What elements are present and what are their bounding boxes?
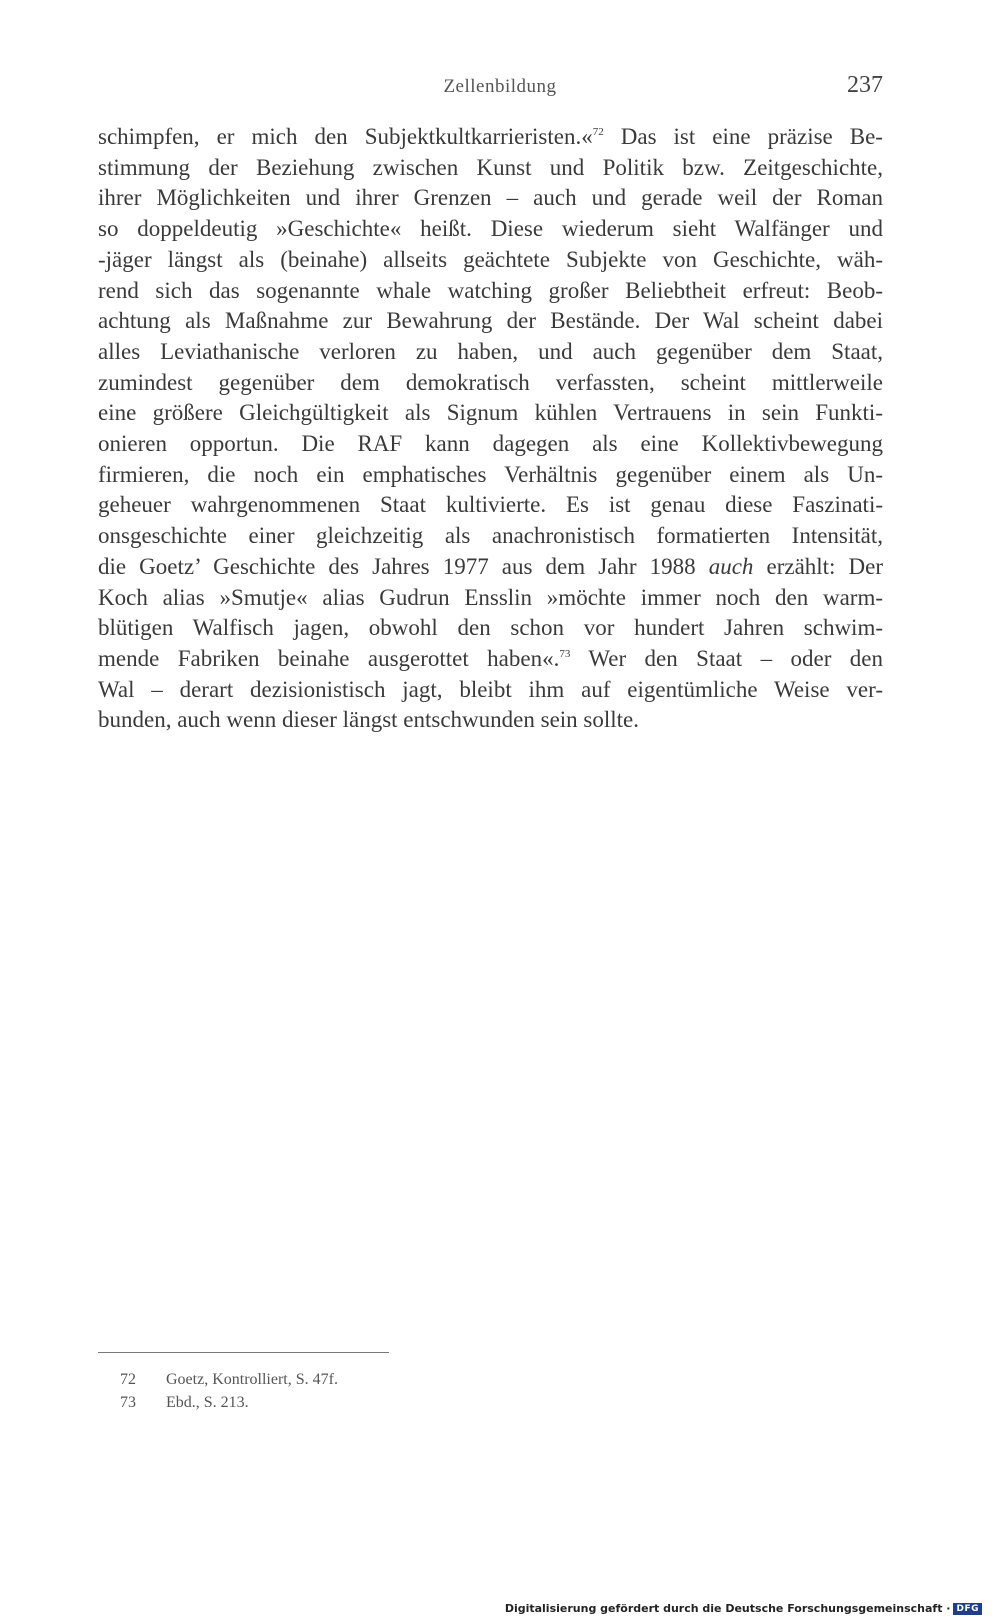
text-line: stimmung der Beziehung zwischen Kunst und Politik bzw. Zeitgeschichte, [98, 154, 883, 180]
text-line: achtung als Maßnahme zur Bewahrung der Bestände. Der Wal scheint dabei [98, 308, 883, 334]
text-line: onieren opportun. Die RAF kann dagegen als eine Kollektivbewegung [98, 431, 883, 457]
text-line: so doppeldeutig »Geschichte« heißt. Diese wiederum sieht Walfänger und [98, 216, 883, 242]
page-number: 237 [847, 72, 883, 98]
footnote-ref-72[interactable]: 72 [592, 126, 604, 138]
text-line: geheuer wahrgenommenen Staat kultivierte. Es ist genau diese Faszinati- [98, 492, 883, 518]
footnote-text: Ebd., S. 213. [166, 1394, 249, 1411]
footnote-72 [120, 1368, 338, 1391]
text-line: schimpfen, er mich den Subjektkultkarrieristen.«$^{72}$ Das ist eine präzise Be- [98, 124, 883, 149]
banner-text: Digitalisierung gefördert durch die Deutsche Forschungsgemeinschaft · [504, 1602, 951, 1615]
text-line: bunden, auch wenn dieser längst entschwunden sein sollte. [98, 707, 640, 733]
footnote-ref-73[interactable]: 73 [559, 647, 571, 660]
body-text [98, 122, 883, 736]
dfg-logo-icon: DFG [953, 1603, 982, 1615]
text-line: alles Leviathanische verloren zu haben, und auch gegenüber dem Staat, [98, 338, 883, 364]
text-line: blütigen Walfisch jagen, obwohl den schon vor hundert Jahren schwim- [98, 615, 883, 641]
footnote-number: 72 [120, 1371, 136, 1388]
text-line: Wal – derart dezisionistisch jagt, bleibt ihm auf eigentümliche Weise ver- [98, 676, 883, 702]
footnotes [120, 1368, 338, 1414]
text-line: -jäger längst als (beinahe) allseits geächtete Subjekte von Geschichte, wäh- [98, 246, 883, 272]
text-line: mende Fabriken beinahe ausgerottet haben«.$^{73}$ Wer den Staat – oder den [98, 645, 883, 671]
text-line: rend sich das sogenannte whale watching großer Beliebtheit erfreut: Beob- [98, 277, 883, 303]
text-line: firmieren, die noch ein emphatisches Verhältnis gegenüber einem als Un- [98, 461, 883, 487]
emphasis: auch [708, 553, 754, 579]
footnote-separator [98, 1352, 389, 1353]
footnote-73 [120, 1391, 338, 1414]
footnote-text: Goetz, Kontrolliert, S. 47f. [166, 1371, 338, 1388]
digitization-banner [505, 1602, 982, 1615]
text-line: zumindest gegenüber dem demokratisch verfassten, scheint mittlerweile [98, 369, 883, 395]
text-line: eine größere Gleichgültigkeit als Signum kühlen Vertrauens in sein Funkti- [98, 400, 883, 426]
text-line: Koch alias »Smutje« alias Gudrun Ensslin »möchte immer noch den warm- [98, 584, 883, 610]
running-title: Zellenbildung [443, 76, 557, 97]
text-line: ihrer Möglichkeiten und ihrer Grenzen – auch und gerade weil der Roman [98, 185, 883, 211]
footnote-number: 73 [120, 1394, 136, 1411]
text-line: die Goetz’ Geschichte des Jahres 1977 aus dem Jahr 1988 auch erzählt: Der [98, 553, 883, 579]
text-line: onsgeschichte einer gleichzeitig als anachronistisch formatierten Intensität, [98, 523, 883, 549]
